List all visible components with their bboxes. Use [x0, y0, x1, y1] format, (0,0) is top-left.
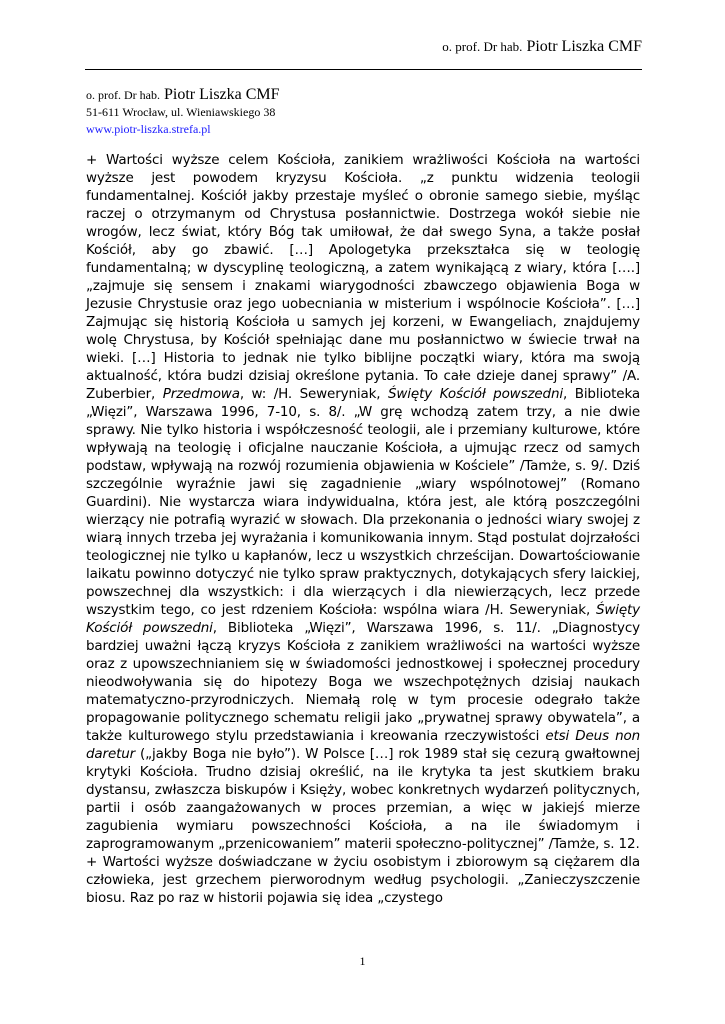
author-name: Piotr Liszka CMF — [163, 86, 280, 103]
author-website-link[interactable]: www.piotr-liszka.strefa.pl — [86, 122, 211, 136]
text-run: , w: /H. Seweryniak, — [239, 386, 388, 402]
author-address: 51-611 Wrocław, ul. Wieniawskiego 38 — [86, 105, 276, 119]
italic-title: Święty Kościół powszedni — [86, 602, 640, 636]
page-number: 1 — [359, 954, 366, 968]
text-run: + Wartości wyższe celem Kościoła, zanikiem wrażliwości Kościoła na wartości wyższe jest powodem kryzysu Kościoła. „z punktu widzenia teologii fundamentalnej. Kościół jakby przestaje myśleć o obronie samego siebie, myśląc raczej o otrzymanym od Chrystusa posłannictwie. Dostrzega wokół siebie nie wrogów, lecz świat, który Bóg tak umiłował, że dał swego Syna, a także posłał Kościół, aby go zbawić. […] Apologetyka przekształca się w teologię fundamentalną; w dyscyplinę teologiczną, a zatem wynikającą z wiary, która [….] „zajmuje się sensem i znakami wiarygodności zbawczego objawienia Boga w Jezusie Chrystusie oraz jego uobecniania w misterium i wspólnocie Kościoła”. […] Zajmując się historią Kościoła u samych jej korzeni, w Ewangeliach, znajdujemy wolę Chrystusa, by Kościół spełniając dane mu posłannictwo w świecie trwał na wieki. […] Historia to jednak nie tylko biblijne początki wiary, która ma swoją aktualność, która budzi dzisiaj określone pytania. To całe dzieje danej sprawy” /A. Zuberbier, — [86, 152, 640, 402]
header-divider — [85, 69, 642, 70]
italic-title: Święty Kościół powszedni — [388, 386, 563, 402]
italic-title: Przedmowa — [162, 386, 240, 402]
running-header — [442, 38, 642, 56]
header-author-name: Piotr Liszka CMF — [526, 38, 642, 55]
italic-phrase: etsi Deus non daretur — [86, 728, 640, 762]
text-run: („jakby Boga nie było”). W Polsce […] rok 1989 stał się cezurą gwałtownej krytyki Kościoła. Trudno dzisiaj określić, na ile krytyka ta jest skutkiem braku dystansu, zwłaszcza biskupów i Księży, wobec konkretnych wydarzeń politycznych, partii i osób zaangażowanych w proces przemian, a więc w jakiejś mierze zagubienia wymiaru powszechności Kościoła, a na ile świadomym i zaprogramowanym „przenicowaniem” materii społeczno-politycznej” /Tamże, s. 12. — [86, 746, 640, 852]
author-prefix: o. prof. Dr hab. — [86, 88, 160, 102]
body-text — [86, 151, 640, 907]
paragraph-2: + Wartości wyższe doświadczane w życiu osobistym i zbiorowym są ciężarem dla człowieka, jest grzechem pierworodnym według psychologii. „Zanieczyszczenie biosu. Raz po raz w historii pojawia się idea „czystego — [86, 854, 640, 906]
text-run: , Biblioteka „Więzi”, Warszawa 1996, 7-10, s. 8/. „W grę wchodzą zatem trzy, a nie dwie sprawy. Nie tylko historia i współczesność teologii, ale i przemiany kulturowe, które wpływają na teologię i oficjalne nauczanie Kościoła, a ujmując rzecz od samych podstaw, wpływają na rozwój rozumienia objawienia w Kościele” /Tamże, s. 9/. Dziś szczególnie wyraźnie jawi się zagadnienie „wiary wspólnotowej” (Romano Guardini). Nie wystarcza wiara indywidualna, która jest, ale którą poszczególni wierzący nie potrafią wyrazić w słowach. Dla przekonania o jedności wiary swojej z wiarą innych trzeba jej wyrażania i komunikowania innym. Stąd postulat dojrzałości teologicznej nie tylko u kapłanów, lecz u wszystkich chrześcijan. Dowartościowanie laikatu powinno dotyczyć nie tylko spraw praktycznych, dotykających sfery laickiej, powszechnej dla wszystkich: i dla wierzących i dla niewierzących, lecz przede wszystkim tego, co jest rdzeniem Kościoła: wspólna wiara /H. Seweryniak, — [86, 386, 641, 618]
author-block — [86, 86, 280, 138]
header-prefix: o. prof. Dr hab. — [442, 39, 523, 54]
paragraph-1 — [86, 151, 640, 853]
text-run: , Biblioteka „Więzi”, Warszawa 1996, s. 11/. „Diagnostycy bardziej uważni łączą kryzys Kościoła z zanikiem wrażliwości na wartości wyższe oraz z upowszechnianiem się w świadomości jednostkowej i społecznej procedury nieodwoływania się do hipotezy Boga we wszechpotężnych dzisiaj naukach matematyczno-przyrodniczych. Niemałą rolę w tym procesie odegrało także propagowanie politycznego schematu religii jako „prywatnej sprawy obywatela”, a także kulturowego stylu przedstawiania i kreowania rzeczywistości — [86, 620, 641, 744]
